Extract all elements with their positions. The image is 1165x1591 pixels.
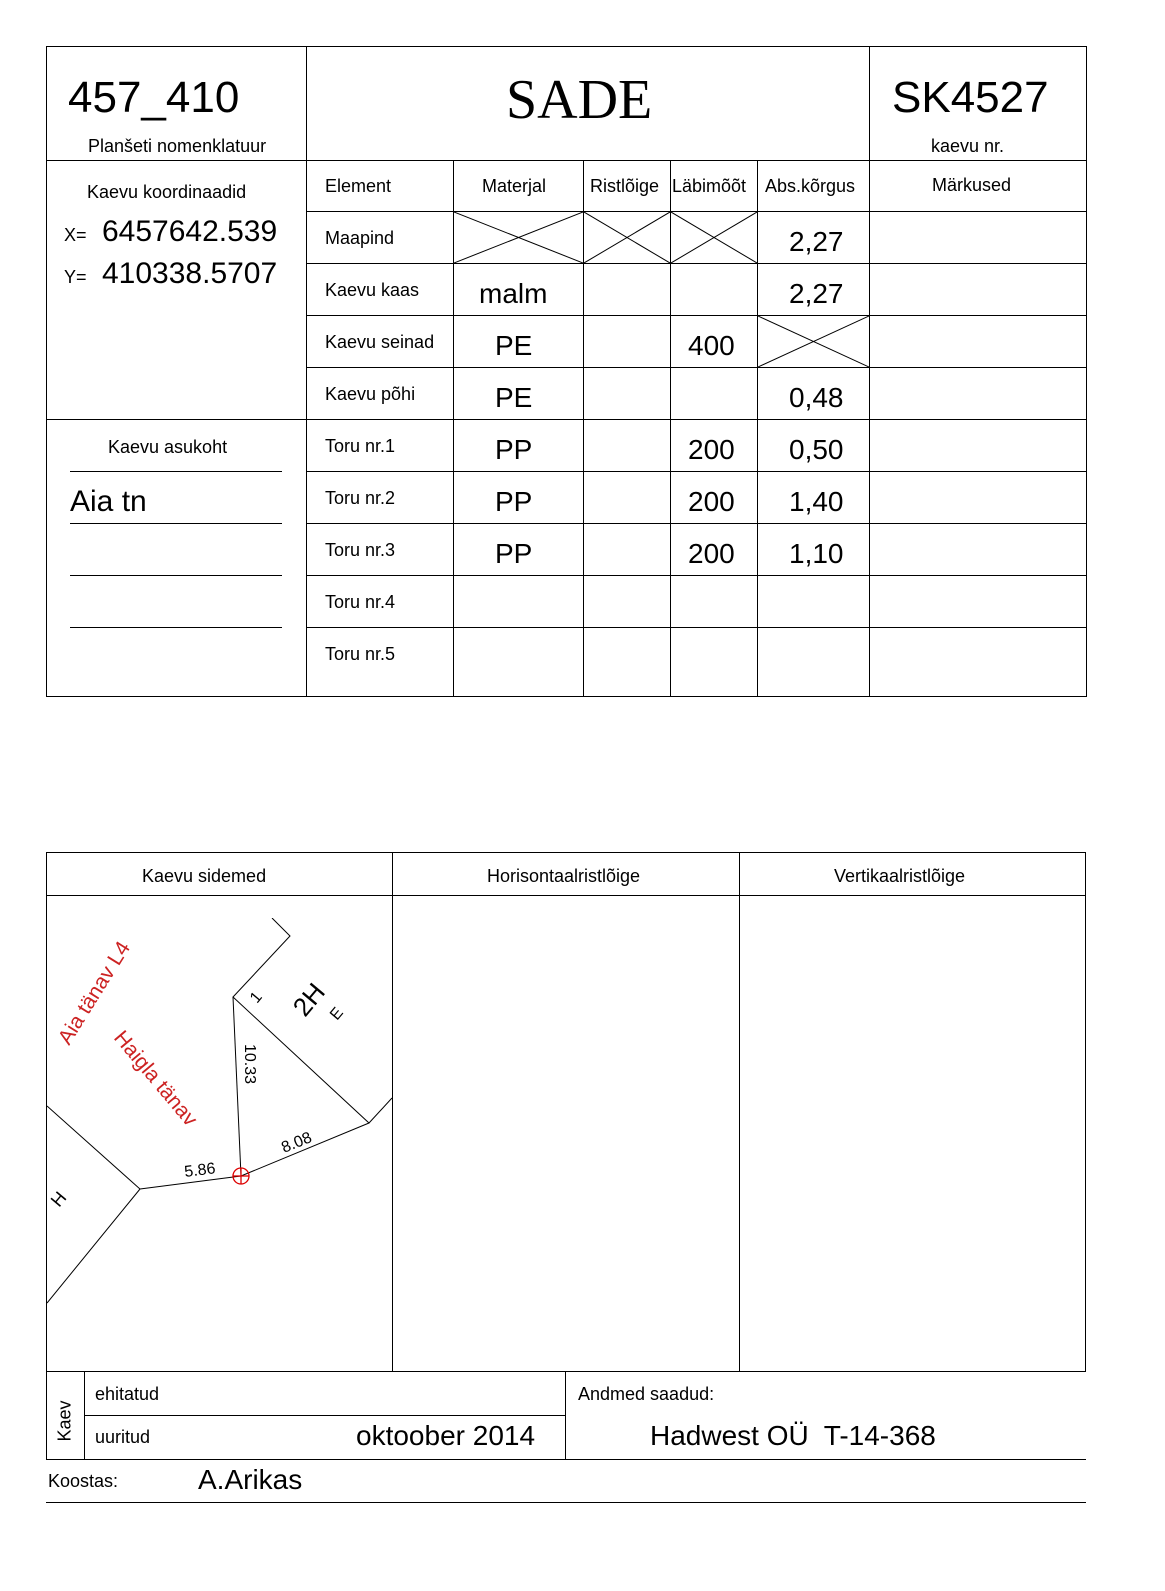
- row-label-toru-3: Toru nr.3: [325, 540, 396, 560]
- column-header-notes: Märkused: [932, 175, 1012, 195]
- column-header-material: Materjal: [482, 176, 547, 196]
- column-header-elevation: Abs.kõrgus: [765, 176, 856, 196]
- column-header-diameter: Läbimõõt: [672, 176, 747, 196]
- material-kaevu-kaas: malm: [479, 278, 548, 309]
- data-source-label: Andmed saadud:: [578, 1384, 715, 1404]
- diameter-toru-3: 200: [688, 538, 735, 569]
- elevation-kaevu-pohi: 0,48: [789, 382, 844, 413]
- elevation-toru-3: 1,10: [789, 538, 844, 569]
- links-header: Kaevu sidemed: [142, 866, 267, 886]
- x-coordinate-value: 6457642.539: [102, 215, 278, 248]
- surveyed-date: oktoober 2014: [356, 1420, 536, 1451]
- well-ties-sketch: [47, 918, 392, 1371]
- dimension-5-86: 5.86: [183, 1160, 217, 1181]
- building-floor-label: 1: [247, 988, 266, 1007]
- location-label: Kaevu asukoht: [108, 437, 228, 457]
- surveyed-label: uuritud: [95, 1427, 151, 1447]
- building-label-h: H: [47, 1187, 71, 1211]
- crossed-cell-walls-elevation: [758, 316, 869, 367]
- row-label-maapind: Maapind: [325, 228, 395, 248]
- elevation-toru-2: 1,40: [789, 486, 844, 517]
- crossed-cell-maapind-diameter: [671, 212, 757, 263]
- building-label-e: E: [327, 1004, 347, 1024]
- row-label-toru-2: Toru nr.2: [325, 488, 396, 508]
- street-label-aia: Aia tänav L4: [53, 937, 136, 1049]
- author-value: A.Arikas: [198, 1464, 303, 1495]
- y-coordinate-label: Y=: [64, 267, 87, 287]
- nomenclature-label: Planšeti nomenklatuur: [88, 136, 267, 156]
- x-coordinate-label: X=: [64, 225, 87, 245]
- author-label: Koostas:: [48, 1471, 119, 1491]
- row-label-toru-1: Toru nr.1: [325, 436, 396, 456]
- diameter-kaevu-seinad: 400: [688, 330, 735, 361]
- material-kaevu-seinad: PE: [495, 330, 533, 361]
- side-label-kaev: Kaev: [54, 1400, 75, 1442]
- diameter-toru-1: 200: [688, 434, 735, 465]
- page-title: SADE: [506, 69, 653, 131]
- column-header-element: Element: [325, 176, 392, 196]
- crossed-cell-maapind-material: [454, 212, 583, 263]
- material-toru-1: PP: [495, 434, 533, 465]
- building-outline-2h: [233, 918, 392, 1123]
- well-number: SK4527: [892, 73, 1049, 122]
- built-label: ehitatud: [95, 1384, 160, 1404]
- row-label-kaevu-kaas: Kaevu kaas: [325, 280, 420, 300]
- well-marker-icon: [233, 1168, 249, 1184]
- row-label-toru-5: Toru nr.5: [325, 644, 396, 664]
- material-toru-2: PP: [495, 486, 533, 517]
- crossed-cell-maapind-cross-section: [584, 212, 670, 263]
- nomenclature-value: 457_410: [68, 73, 240, 122]
- location-value: Aia tn: [70, 485, 147, 518]
- elevation-toru-1: 0,50: [789, 434, 844, 465]
- material-toru-3: PP: [495, 538, 533, 569]
- y-coordinate-value: 410338.5707: [102, 257, 278, 290]
- vertical-section-header: Vertikaalristlõige: [834, 866, 966, 886]
- elevation-maapind: 2,27: [789, 226, 844, 257]
- row-label-kaevu-pohi: Kaevu põhi: [325, 384, 416, 404]
- material-kaevu-pohi: PE: [495, 382, 533, 413]
- dimension-8-08: 8.08: [279, 1129, 315, 1157]
- coordinates-label: Kaevu koordinaadid: [87, 182, 247, 202]
- well-number-label: kaevu nr.: [931, 136, 1005, 156]
- column-header-cross-section: Ristlõige: [590, 176, 660, 196]
- row-label-toru-4: Toru nr.4: [325, 592, 396, 612]
- elevation-kaevu-kaas: 2,27: [789, 278, 844, 309]
- dimension-10-33: 10.33: [241, 1044, 258, 1085]
- diameter-toru-2: 200: [688, 486, 735, 517]
- data-source-value: Hadwest OÜ T-14-368: [650, 1420, 936, 1451]
- building-label-2h: 2H: [286, 977, 331, 1022]
- row-label-kaevu-seinad: Kaevu seinad: [325, 332, 435, 352]
- tie-line-10-33: [233, 997, 241, 1176]
- street-label-haigla: Haigla tänav: [109, 1026, 202, 1131]
- horizontal-section-header: Horisontaalristlõige: [487, 866, 641, 886]
